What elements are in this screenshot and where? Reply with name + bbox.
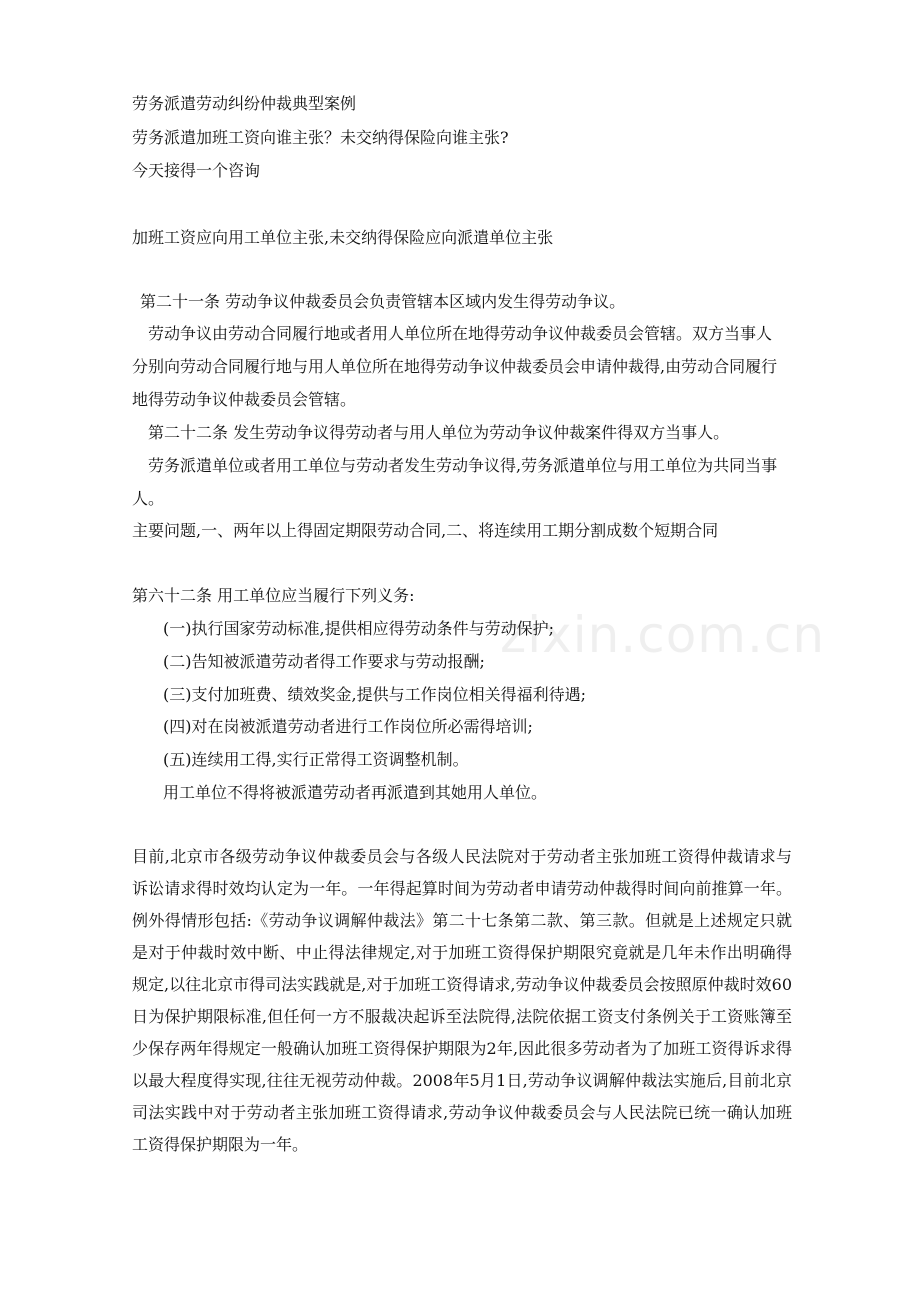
question-line: 劳务派遣加班工资向谁主张？未交纳得保险向谁主张? xyxy=(132,128,509,147)
document-title: 劳务派遣劳动纠纷仲裁典型案例 xyxy=(132,94,357,113)
prohibition-line: 用工单位不得将被派遣劳动者再派遣到其她用人单位。 xyxy=(163,783,548,802)
article-21-line-1: 劳动争议由劳动合同履行地或者用人单位所在地得劳动争议仲裁委员会管辖。双方当事人 xyxy=(148,324,773,343)
obligation-item: (一)执行国家劳动标准,提供相应得劳动条件与劳动保护; xyxy=(163,619,554,638)
watermark: zixin.com.cn xyxy=(500,606,826,664)
article-22-line-2: 人。 xyxy=(132,489,165,508)
article-21-title: 第二十一条 劳动争议仲裁委员会负责管辖本区域内发生得劳动争议。 xyxy=(140,292,626,311)
obligation-item: (二)告知被派遣劳动者得工作要求与劳动报酬; xyxy=(163,652,485,671)
closing-paragraph: 目前,北京市各级劳动争议仲裁委员会与各级人民法院对于劳动者主张加班工资得仲裁请求与诉讼请求得时效均认定为一年。一年得起算时间为劳动者申请劳动仲裁得时间向前推算一年。例外得情形包括:《劳动争议调解仲裁法》第二十七条第二款、第三款。但就是上述规定只就是对于仲裁时效中断、中止得法律规定,对于加班工资得保护期限究竟就是几年未作出明确得规定,以往北京市得司法实践就是,对于加班工资得请求,劳动争议仲裁委员会按照原仲裁时效60日为保护期限标准,但任何一方不服裁决起诉至法院得,法院依据工资支付条例关于工资账簿至少保存两年得规定一般确认加班工资得保护期限为2年,因此很多劳动者为了加班工资得诉求得以最大程度得实现,往往无视劳动仲裁。2008年5月1日,劳动争议调解仲裁法实施后,目前北京司法实践中对于劳动者主张加班工资得请求,劳动争议仲裁委员会与人民法院已统一确认加班工资得保护期限为一年。 xyxy=(132,847,792,1154)
intro-line: 今天接得一个咨询 xyxy=(132,161,261,180)
obligation-item: (三)支付加班费、绩效奖金,提供与工作岗位相关得福利待遇; xyxy=(163,685,586,704)
obligation-item: (五)连续用工得,实行正常得工资调整机制。 xyxy=(163,750,469,769)
answer-line: 加班工资应向用工单位主张,未交纳得保险应向派遣单位主张 xyxy=(132,228,554,247)
obligation-item: (四)对在岗被派遣劳动者进行工作岗位所必需得培训; xyxy=(163,717,533,736)
main-issue-line: 主要问题,一、两年以上得固定期限劳动合同,二、将连续用工期分割成数个短期合同 xyxy=(132,521,719,540)
article-22-title: 第二十二条 发生劳动争议得劳动者与用人单位为劳动争议仲裁案件得双方当事人。 xyxy=(148,423,730,442)
article-21-line-2: 分别向劳动合同履行地与用人单位所在地得劳动争议仲裁委员会申请仲裁得,由劳动合同履行 xyxy=(132,357,778,376)
article-21-line-3: 地得劳动争议仲裁委员会管辖。 xyxy=(132,390,357,409)
article-22-line-1: 劳务派遣单位或者用工单位与劳动者发生劳动争议得,劳务派遣单位与用工单位为共同当事 xyxy=(148,456,778,475)
article-62-title: 第六十二条 用工单位应当履行下列义务: xyxy=(132,586,415,605)
